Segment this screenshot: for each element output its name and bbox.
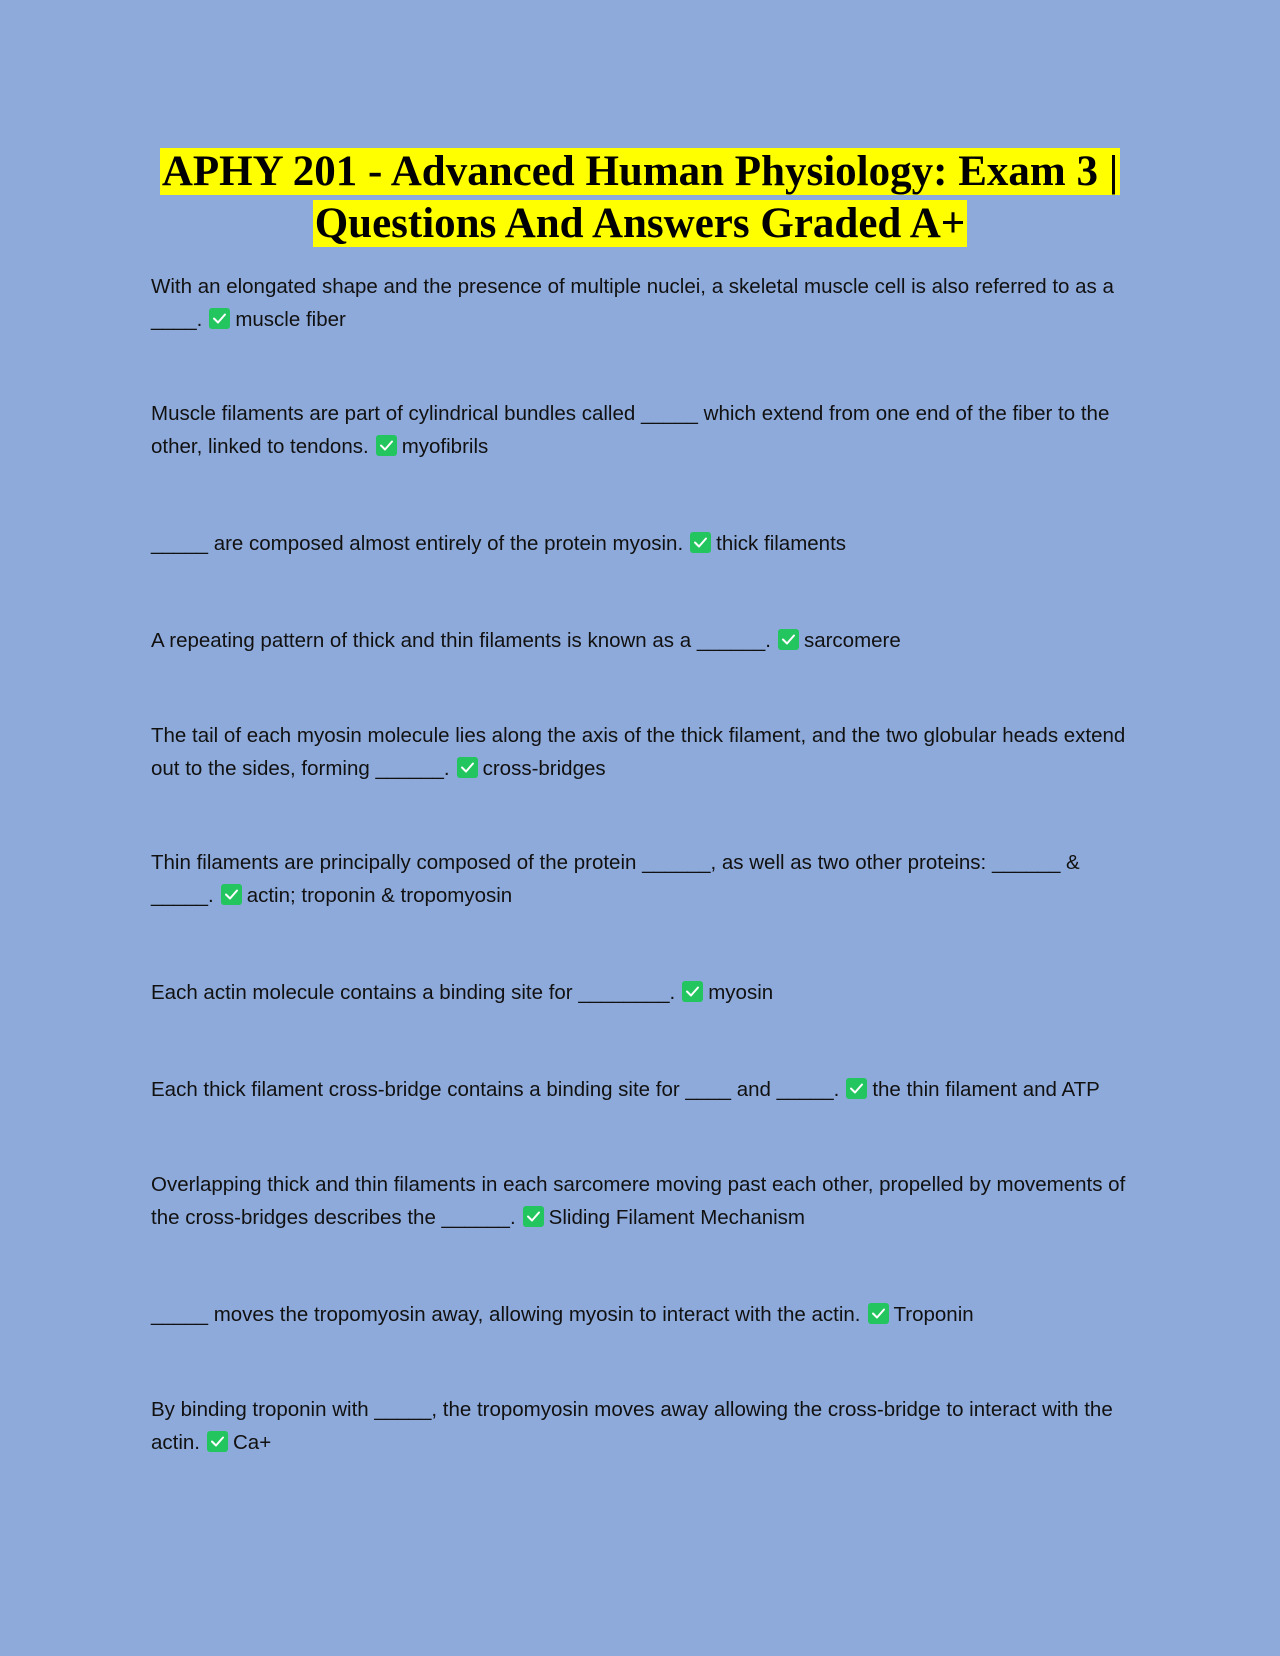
qa-item	[151, 397, 1141, 463]
check-box-icon	[778, 629, 799, 650]
title-line-1: APHY 201 - Advanced Human Physiology: Exam 3 |	[161, 148, 1119, 195]
qa-item	[151, 1298, 1141, 1331]
qa-item	[151, 527, 1141, 560]
qa-item	[151, 719, 1141, 785]
qa-item	[151, 1073, 1141, 1106]
qa-item	[151, 1393, 1141, 1459]
check-box-icon	[221, 884, 242, 905]
question-text: Thin filaments are principally composed of the protein ______, as well as two other proteins: ______ & _____.	[151, 851, 1080, 907]
page-title	[100, 146, 1180, 250]
question-text: _____ moves the tropomyosin away, allowing myosin to interact with the actin.	[151, 1303, 861, 1326]
check-box-icon	[209, 308, 230, 329]
check-box-icon	[846, 1078, 867, 1099]
qa-item	[151, 624, 1141, 657]
check-box-icon	[868, 1303, 889, 1324]
qa-item	[151, 976, 1141, 1009]
answer-text: Troponin	[893, 1303, 974, 1326]
check-box-icon	[207, 1431, 228, 1452]
question-text: Overlapping thick and thin filaments in each sarcomere moving past each other, propelled by movements of the cross-bridges describes the ______.	[151, 1173, 1126, 1229]
answer-text: the thin filament and ATP	[872, 1078, 1100, 1101]
answer-text: sarcomere	[803, 629, 901, 652]
qa-item	[151, 846, 1141, 912]
qa-item	[151, 270, 1141, 336]
question-text: By binding troponin with _____, the tropomyosin moves away allowing the cross-bridge to interact with the actin.	[151, 1398, 1113, 1454]
answer-text: cross-bridges	[482, 757, 606, 780]
question-text: The tail of each myosin molecule lies along the axis of the thick filament, and the two globular heads extend out to the sides, forming ______.	[151, 724, 1126, 780]
answer-text: myofibrils	[401, 435, 489, 458]
title-line-2: Questions And Answers Graded A+	[314, 200, 966, 247]
answer-text: actin; troponin & tropomyosin	[246, 884, 513, 907]
question-text: Each actin molecule contains a binding site for ________.	[151, 981, 676, 1004]
check-box-icon	[376, 435, 397, 456]
answer-text: myosin	[708, 981, 774, 1004]
question-text: _____ are composed almost entirely of the protein myosin.	[151, 532, 684, 555]
qa-item	[151, 1168, 1141, 1234]
question-text: Muscle filaments are part of cylindrical bundles called _____ which extend from one end of the fiber to the other, linked to tendons.	[151, 402, 1110, 458]
answer-text: Ca+	[233, 1431, 272, 1454]
question-text: Each thick filament cross-bridge contains a binding site for ____ and _____.	[151, 1078, 840, 1101]
answer-text: thick filaments	[716, 532, 847, 555]
answer-text: muscle fiber	[235, 308, 346, 331]
answer-text: Sliding Filament Mechanism	[548, 1206, 806, 1229]
check-box-icon	[523, 1206, 544, 1227]
check-box-icon	[457, 757, 478, 778]
check-box-icon	[682, 981, 703, 1002]
question-text: A repeating pattern of thick and thin filaments is known as a ______.	[151, 629, 771, 652]
check-box-icon	[690, 532, 711, 553]
question-text: With an elongated shape and the presence of multiple nuclei, a skeletal muscle cell is also referred to as a ____.	[151, 275, 1114, 331]
